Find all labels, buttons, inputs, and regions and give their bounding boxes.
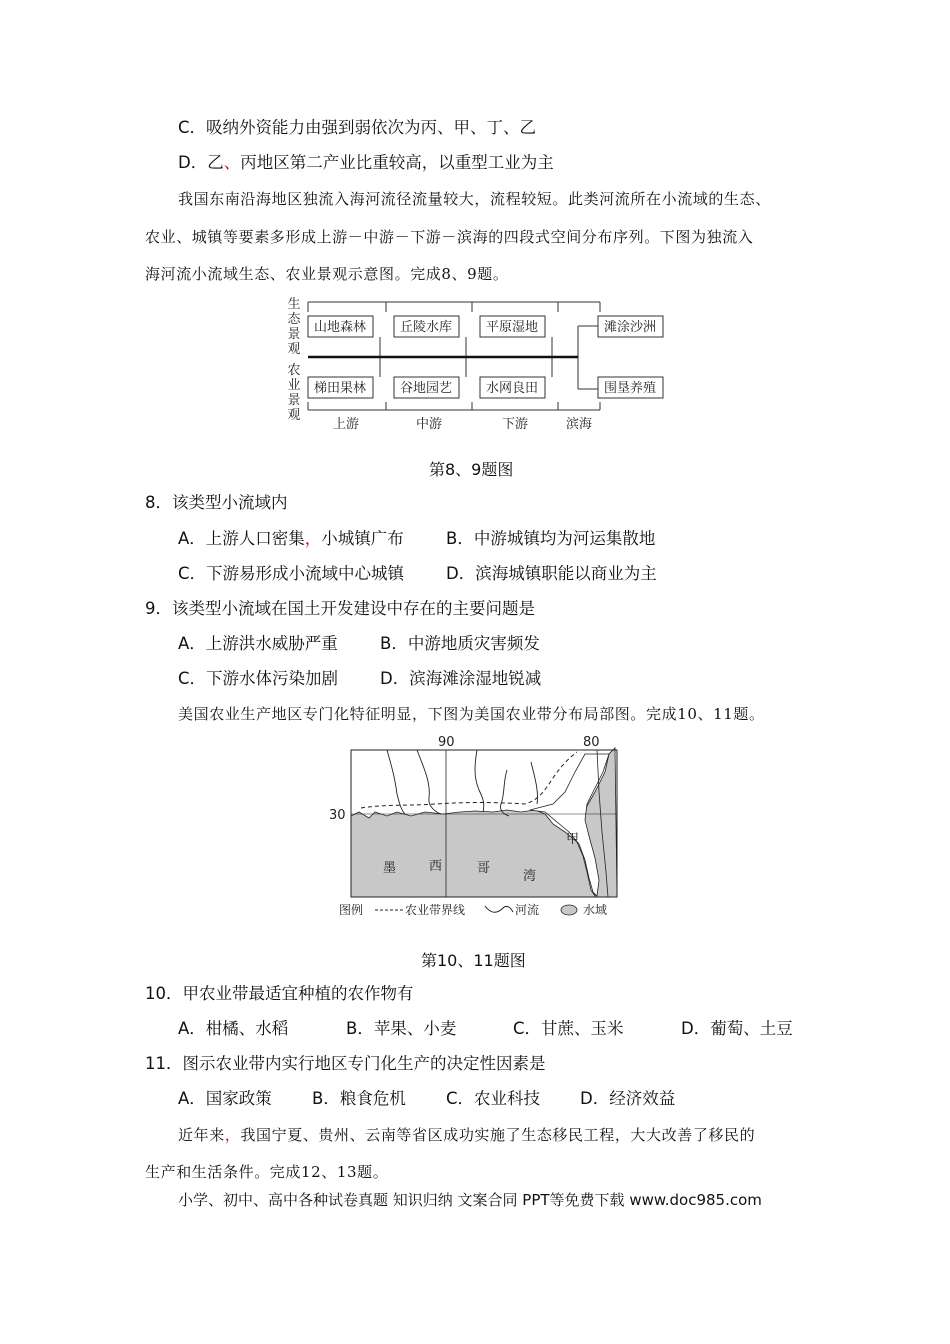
agri-box-label: 水网良田	[485, 381, 539, 396]
q9-option-b[interactable]: B．中游地质灾害频发	[380, 634, 540, 653]
figure-caption-10-11: 第10、11题图	[421, 951, 526, 970]
eco-box-label: 山地森林	[313, 320, 367, 335]
us-agriculture-belt-map	[325, 732, 630, 922]
eco-box-label: 滩涂沙洲	[603, 320, 657, 335]
q9-stem: 9．该类型小流域在国土开发建设中存在的主要问题是	[145, 599, 535, 618]
agri-label-char: 业	[287, 378, 301, 393]
intro2-line1: 美国农业生产地区专门化特征明显，下图为美国农业带分布局部图。完成10、11题。	[178, 705, 765, 723]
section-label: 下游	[501, 417, 529, 432]
legend-title: 图例	[339, 903, 364, 917]
agri-box-label: 谷地园艺	[399, 381, 453, 396]
eco-label-char: 观	[287, 342, 301, 357]
river-icon	[485, 906, 513, 912]
eco-label-char: 景	[287, 327, 301, 342]
intro1-line2: 农业、城镇等要素多形成上游－中游－下游－滨海的四段式空间分布序列。下图为独流入	[145, 228, 754, 246]
q11-option-a[interactable]: A．国家政策	[178, 1089, 272, 1108]
q9-option-a[interactable]: A．上游洪水威胁严重	[178, 634, 338, 653]
lat-30-label: 30	[329, 808, 346, 823]
water-icon	[561, 905, 577, 915]
legend-boundary-label: 农业带界线	[405, 903, 466, 917]
agri-box-label: 围垦养殖	[603, 381, 657, 396]
q8-stem: 8．该类型小流域内	[145, 493, 288, 512]
watershed-landscape-diagram	[280, 292, 680, 437]
gulf-label-char: 西	[429, 859, 443, 874]
gulf-label-char: 湾	[523, 869, 537, 884]
q8-option-c[interactable]: C．下游易形成小流域中心城镇	[178, 564, 405, 583]
lon-90-label: 90	[438, 735, 455, 750]
agri-box-label: 梯田果林	[313, 381, 367, 396]
q11-stem: 11．图示农业带内实行地区专门化生产的决定性因素是	[145, 1054, 546, 1073]
gulf-label-char: 哥	[477, 861, 491, 876]
intro1-line3: 海河流小流域生态、农业景观示意图。完成8、9题。	[145, 265, 509, 283]
jia-region-label: 甲	[566, 832, 580, 847]
footer-download-link[interactable]: 小学、初中、高中各种试卷真题 知识归纳 文案合同 PPT等免费下载 www.doc985.com	[178, 1191, 762, 1209]
q10-option-b[interactable]: B．苹果、小麦	[346, 1019, 457, 1038]
eco-label-char: 生	[287, 297, 301, 312]
q10-option-a[interactable]: A．柑橘、水稻	[178, 1019, 289, 1038]
section-label: 上游	[332, 417, 360, 432]
eco-box-label: 平原湿地	[485, 320, 539, 335]
q8-option-b[interactable]: B．中游城镇均为河运集散地	[446, 529, 656, 548]
figure-caption-8-9: 第8、9题图	[429, 460, 514, 479]
intro1-line1: 我国东南沿海地区独流入海河流径流量较大，流程较短。此类河流所在小流域的生态、	[178, 190, 771, 208]
intro3-line2: 生产和生活条件。完成12、13题。	[145, 1163, 389, 1181]
q11-option-c[interactable]: C．农业科技	[446, 1089, 541, 1108]
section-label: 中游	[415, 417, 443, 432]
q7-option-d: D．乙、丙地区第二产业比重较高，以重型工业为主	[178, 153, 554, 172]
section-label: 滨海	[565, 417, 593, 432]
agri-label-char: 观	[287, 408, 301, 423]
lon-80-label: 80	[583, 735, 600, 750]
legend-river-label: 河流	[515, 903, 540, 917]
q8-option-d[interactable]: D．滨海城镇职能以商业为主	[446, 564, 657, 583]
intro3-line1: 近年来，我国宁夏、贵州、云南等省区成功实施了生态移民工程，大大改善了移民的	[178, 1126, 756, 1144]
q8-option-a[interactable]: A．上游人口密集，小城镇广布	[178, 529, 404, 548]
q11-option-b[interactable]: B．粮食危机	[312, 1089, 406, 1108]
eco-label-char: 态	[287, 312, 301, 327]
q11-option-d[interactable]: D．经济效益	[580, 1089, 676, 1108]
agri-label-char: 景	[287, 393, 301, 408]
eco-box-label: 丘陵水库	[399, 320, 453, 335]
agri-label-char: 农	[287, 363, 301, 378]
q9-option-d[interactable]: D．滨海滩涂湿地锐减	[380, 669, 542, 688]
q10-option-c[interactable]: C．甘蔗、玉米	[513, 1019, 624, 1038]
gulf-label-char: 墨	[383, 861, 397, 876]
legend-water-label: 水域	[583, 903, 608, 917]
q7-option-c: C．吸纳外资能力由强到弱依次为丙、甲、丁、乙	[178, 118, 537, 137]
q9-option-c[interactable]: C．下游水体污染加剧	[178, 669, 339, 688]
q10-stem: 10．甲农业带最适宜种植的农作物有	[145, 984, 414, 1003]
q10-option-d[interactable]: D．葡萄、土豆	[681, 1019, 793, 1038]
